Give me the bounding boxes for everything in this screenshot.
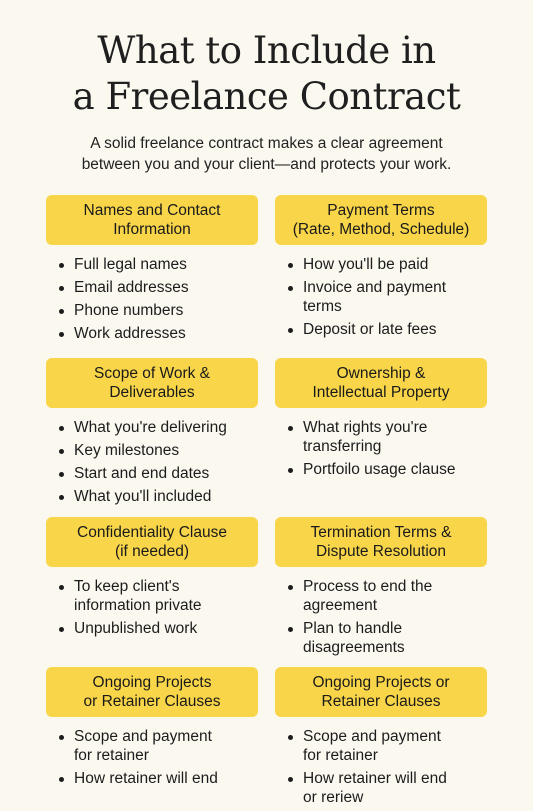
- section-header: Ongoing Projects or Retainer Clauses: [46, 667, 258, 717]
- list-item: What rights you're transferring: [275, 418, 487, 456]
- section-header: Scope of Work & Deliverables: [46, 358, 258, 408]
- section-card-names-contact: [46, 195, 258, 347]
- section-header: Confidentiality Clause (if needed): [46, 517, 258, 567]
- section-header: Names and Contact Information: [46, 195, 258, 245]
- bullet-list: [275, 727, 487, 807]
- section-header: Ongoing Projects or Retainer Clauses: [275, 667, 487, 717]
- section-card-ownership-ip: [275, 358, 487, 483]
- list-item: Invoice and payment terms: [275, 278, 487, 316]
- section-card-scope-of-work: [46, 358, 258, 510]
- list-item: Portfoilo usage clause: [275, 460, 487, 479]
- list-item: Deposit or late fees: [275, 320, 487, 339]
- section-card-confidentiality: [46, 517, 258, 642]
- section-card-payment-terms: [275, 195, 487, 343]
- list-item: Scope and payment for retainer: [275, 727, 487, 765]
- title-line-2: a Freelance Contract: [72, 75, 461, 118]
- list-item: Email addresses: [46, 278, 258, 297]
- list-item: Phone numbers: [46, 301, 258, 320]
- section-header: Termination Terms & Dispute Resolution: [275, 517, 487, 567]
- title-line-1: What to Include in: [97, 29, 436, 72]
- list-item: How you'll be paid: [275, 255, 487, 274]
- section-header: Payment Terms (Rate, Method, Schedule): [275, 195, 487, 245]
- list-item: Work addresses: [46, 324, 258, 343]
- section-header: Ownership & Intellectual Property: [275, 358, 487, 408]
- bullet-list: [46, 577, 258, 638]
- section-card-ongoing-projects-1: [46, 667, 258, 792]
- list-item: To keep client's information private: [46, 577, 258, 615]
- intro-line-2: between you and your client—and protects your work.: [81, 156, 452, 173]
- bullet-list: [46, 255, 258, 343]
- list-item: How retainer will end or reriew: [275, 769, 487, 807]
- bullet-list: [46, 418, 258, 506]
- list-item: Start and end dates: [46, 464, 258, 483]
- list-item: Process to end the agreement: [275, 577, 487, 615]
- intro-line-1: A solid freelance contract makes a clear agreement: [90, 135, 443, 152]
- bullet-list: [275, 255, 487, 339]
- section-card-ongoing-projects-2: [275, 667, 487, 811]
- list-item: What you're delivering: [46, 418, 258, 437]
- list-item: Scope and payment for retainer: [46, 727, 258, 765]
- bullet-list: [46, 727, 258, 788]
- list-item: Full legal names: [46, 255, 258, 274]
- list-item: Key milestones: [46, 441, 258, 460]
- intro-text: [40, 133, 493, 175]
- section-card-termination: [275, 517, 487, 661]
- list-item: How retainer will end: [46, 769, 258, 788]
- list-item: Plan to handle disagreements: [275, 619, 487, 657]
- bullet-list: [275, 418, 487, 479]
- list-item: Unpublished work: [46, 619, 258, 638]
- list-item: What you'll included: [46, 487, 258, 506]
- page-title: [0, 28, 533, 120]
- bullet-list: [275, 577, 487, 657]
